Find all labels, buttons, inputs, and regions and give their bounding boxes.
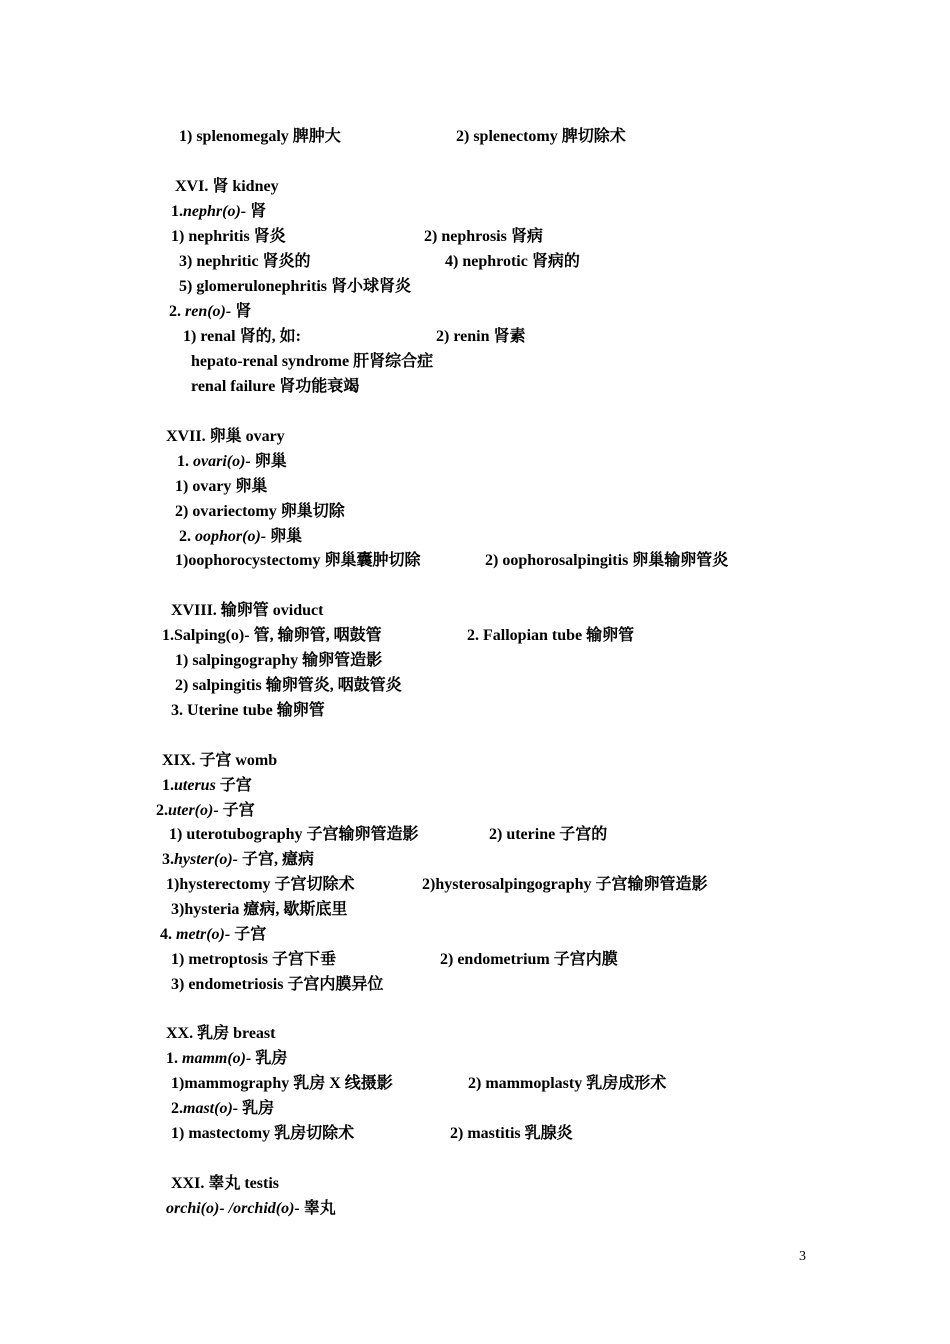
- root-metro: 4. metr(o)- 子宫: [160, 926, 267, 943]
- term-nephritic: 3) nephritic 肾炎的: [179, 253, 311, 270]
- term-nephritis: 1) nephritis 肾炎: [171, 228, 286, 245]
- term-mammoplasty: 2) mammoplasty 乳房成形术: [468, 1075, 667, 1092]
- page-number: 3: [799, 1249, 806, 1264]
- term-glomerulonephritis: 5) glomerulonephritis 肾小球肾炎: [179, 278, 411, 295]
- term-hysterosalpingography: 2)hysterosalpingography 子宫输卵管造影: [422, 876, 708, 893]
- root-reno: 2. ren(o)- 肾: [169, 303, 252, 320]
- root-mammo: 1. mamm(o)- 乳房: [166, 1050, 288, 1067]
- term-fallopian-tube: 2. Fallopian tube 输卵管: [467, 627, 635, 644]
- term-hysteria: 3)hysteria 癔病, 歇斯底里: [171, 901, 348, 918]
- term-renal: 1) renal 肾的, 如:: [183, 328, 301, 345]
- term-hepato-renal-syndrome: hepato-renal syndrome 肝肾综合症: [191, 353, 434, 370]
- term-oophorocystectomy: 1)oophorocystectomy 卵巢囊肿切除: [175, 552, 421, 569]
- term-ovary: 1) ovary 卵巢: [175, 478, 268, 495]
- term-nephrotic: 4) nephrotic 肾病的: [445, 253, 580, 270]
- term-salpingitis: 2) salpingitis 输卵管炎, 咽鼓管炎: [175, 677, 402, 694]
- term-renal-failure: renal failure 肾功能衰竭: [191, 378, 360, 395]
- term-endometriosis: 3) endometriosis 子宫内膜异位: [171, 976, 384, 993]
- root-salpingo: 1.Salping(o)- 管, 输卵管, 咽鼓管: [162, 627, 382, 644]
- root-ovario: 1. ovari(o)- 卵巢: [177, 453, 287, 470]
- root-nephro: 1.nephr(o)- 肾: [171, 203, 267, 220]
- root-uterus: 1.uterus 子宫: [162, 777, 252, 794]
- term-mastectomy: 1) mastectomy 乳房切除术: [171, 1125, 355, 1142]
- section-heading-testis: XXI. 睾丸 testis: [171, 1175, 279, 1192]
- section-heading-breast: XX. 乳房 breast: [166, 1025, 276, 1042]
- root-hystero: 3.hyster(o)- 子宫, 癔病: [162, 851, 314, 868]
- section-heading-oviduct: XVIII. 输卵管 oviduct: [171, 602, 324, 619]
- term-nephrosis: 2) nephrosis 肾病: [424, 228, 543, 245]
- term-ovariectomy: 2) ovariectomy 卵巢切除: [175, 503, 345, 520]
- section-heading-womb: XIX. 子宫 womb: [162, 752, 278, 769]
- term-endometrium: 2) endometrium 子宫内膜: [440, 951, 618, 968]
- term-mastitis: 2) mastitis 乳腺炎: [450, 1125, 573, 1142]
- section-heading-kidney: XVI. 肾 kidney: [175, 178, 279, 195]
- term-renin: 2) renin 肾素: [436, 328, 526, 345]
- term-mammography: 1)mammography 乳房 X 线摄影: [171, 1075, 393, 1092]
- term-splenomegaly: 1) splenomegaly 脾肿大: [179, 128, 341, 145]
- root-orchio: orchi(o)- /orchid(o)- 睾丸: [166, 1200, 336, 1217]
- root-utero: 2.uter(o)- 子宫: [156, 802, 255, 819]
- term-oophorosalpingitis: 2) oophorosalpingitis 卵巢输卵管炎: [485, 552, 729, 569]
- term-hysterectomy: 1)hysterectomy 子宫切除术: [166, 876, 355, 893]
- term-salpingography: 1) salpingography 输卵管造影: [175, 652, 383, 669]
- section-heading-ovary: XVII. 卵巢 ovary: [166, 428, 285, 445]
- term-uterine: 2) uterine 子宫的: [489, 826, 608, 843]
- term-splenectomy: 2) splenectomy 脾切除术: [456, 128, 626, 145]
- term-uterine-tube: 3. Uterine tube 输卵管: [171, 702, 325, 719]
- root-masto: 2.mast(o)- 乳房: [171, 1100, 275, 1117]
- root-oophoro: 2. oophor(o)- 卵巢: [179, 528, 303, 545]
- term-metroptosis: 1) metroptosis 子宫下垂: [171, 951, 337, 968]
- term-uterotubography: 1) uterotubography 子宫输卵管造影: [169, 826, 419, 843]
